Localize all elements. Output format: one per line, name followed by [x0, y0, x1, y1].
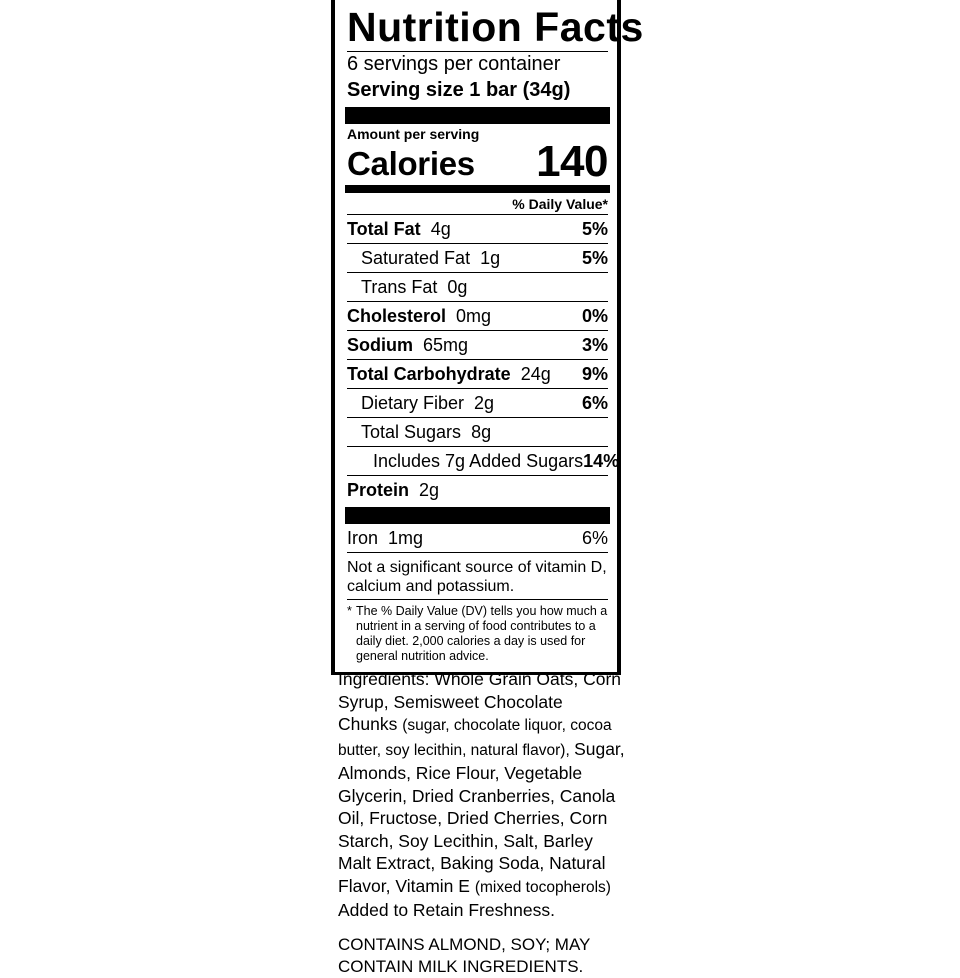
nutrient-name: Dietary Fiber — [361, 393, 465, 413]
allergen-statement: CONTAINS ALMOND, SOY; MAY CONTAIN MILK INGREDIENTS. — [338, 934, 591, 976]
nutrient-amount: 1g — [480, 248, 501, 268]
not-significant-source-note: Not a significant source of vitamin D, calcium and potassium. — [347, 559, 607, 595]
nutrient-name: Cholesterol — [347, 306, 447, 326]
page-title: Nutrition Facts — [347, 4, 644, 50]
nutrient-row-saturated-fat — [347, 244, 608, 272]
nutrient-amount: 4g — [430, 219, 451, 239]
ingredients-paragraph — [338, 668, 626, 922]
nutrient-dv: 0% — [581, 306, 608, 326]
footnote-asterisk: * — [347, 604, 352, 618]
micronutrient-amount: 1mg — [388, 528, 424, 548]
ingredients-lead: Ingredients: Whole Grain Oats, Corn Syrup, Semisweet Chocolate Chunks — [338, 669, 622, 734]
nutrient-name: Protein — [347, 480, 410, 500]
nutrient-name: Trans Fat — [361, 277, 438, 297]
serving-size: Serving size 1 bar (34g) — [347, 79, 571, 101]
nutrient-name: Saturated Fat — [361, 248, 471, 268]
divider-thick-bottom — [345, 507, 610, 524]
nutrient-amount: 2g — [474, 393, 495, 413]
nutrient-row-sodium — [347, 331, 608, 359]
nutrient-dv: 14% — [583, 451, 620, 471]
ingredients-block — [338, 668, 626, 978]
nutrient-name: Includes 7g Added Sugars — [373, 451, 584, 471]
nutrient-amount: 2g — [419, 480, 440, 500]
divider-thick-top — [345, 107, 610, 124]
micronutrient-row-iron — [347, 524, 608, 552]
nutrient-dv: 3% — [581, 335, 608, 355]
servings-per-container: 6 servings per container — [347, 53, 561, 75]
nutrient-amount: 24g — [520, 364, 551, 384]
micronutrient-name: Iron — [347, 528, 379, 548]
nutrient-name: Total Sugars — [361, 422, 462, 442]
nutrient-dv: 5% — [581, 219, 608, 239]
nutrient-row-dietary-fiber — [347, 389, 608, 417]
nutrient-row-trans-fat — [347, 273, 608, 301]
divider-under-calories — [345, 185, 610, 193]
nutrient-amount: 65mg — [423, 335, 469, 355]
footnote-text: The % Daily Value (DV) tells you how much a nutrient in a serving of food contributes to a daily diet. 2,000 calories a day is used for general nutrition advice. — [356, 604, 608, 663]
nutrient-amount: 0mg — [456, 306, 492, 326]
nutrient-dv: 9% — [581, 364, 608, 384]
nutrient-row-cholesterol — [347, 302, 608, 330]
ingredients-tail: Added to Retain Freshness. — [338, 900, 555, 920]
amount-per-serving-label: Amount per serving — [347, 126, 480, 142]
nutrient-name: Sodium — [347, 335, 413, 355]
daily-value-header: % Daily Value* — [512, 196, 608, 212]
ingredients-paren-chocolate: (sugar, chocolate liquor, cocoa butter, soy lecithin, natural flavor), — [338, 717, 612, 759]
calories-row — [347, 137, 608, 186]
nutrient-dv: 6% — [581, 393, 608, 413]
nutrient-row-total-sugars — [347, 418, 608, 446]
nutrient-name: Total Fat — [347, 219, 421, 239]
nutrient-amount: 8g — [471, 422, 492, 442]
nutrition-facts-panel — [331, 0, 644, 675]
calories-value: 140 — [536, 137, 608, 186]
nutrient-name: Total Carbohydrate — [347, 364, 511, 384]
micronutrient-dv: 6% — [581, 528, 608, 548]
nutrient-row-added-sugars — [347, 447, 620, 475]
calories-label: Calories — [347, 145, 475, 182]
nutrient-row-total-carbohydrate — [347, 360, 608, 388]
nutrient-row-protein — [347, 476, 608, 504]
daily-value-footnote — [347, 600, 608, 666]
nutrient-row-total-fat — [347, 215, 608, 243]
ingredients-paren-tocopherols: (mixed tocopherols) — [474, 878, 611, 896]
ingredients-middle: Sugar, Almonds, Rice Flour, Vegetable Glycerin, Dried Cranberries, Canola Oil, Fructose, Dried Cherries, Corn Starch, Soy Lecithin, Salt, Barley Malt Extract, Baking Soda, Natural Flavor, Vitamin E — [338, 738, 625, 896]
nutrient-dv: 5% — [581, 248, 608, 268]
nutrient-amount: 0g — [447, 277, 468, 297]
